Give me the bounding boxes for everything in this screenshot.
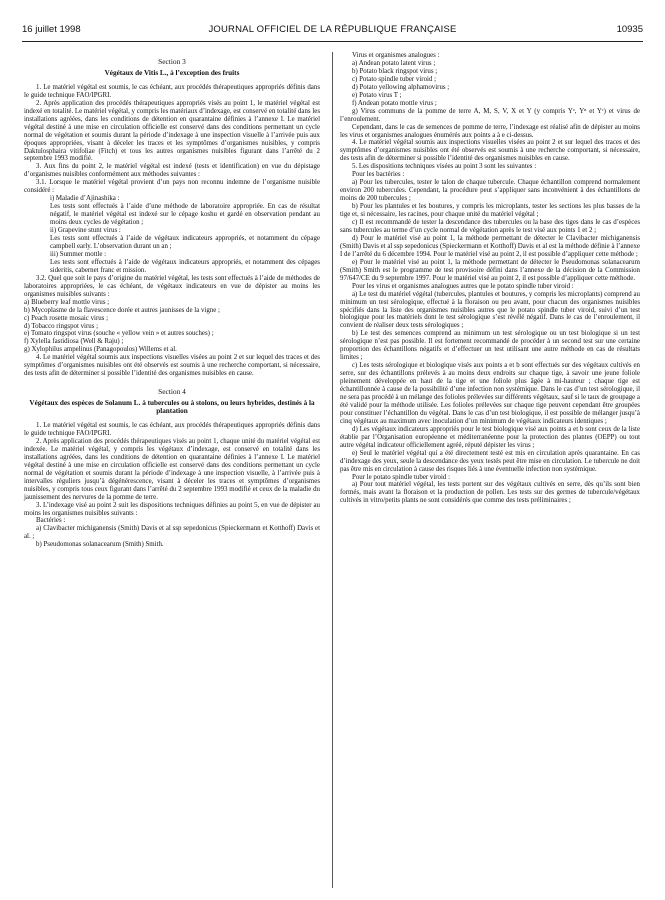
paragraph: b) Pour les plantules et les boutures, y compris les microplants, tester les sections les plus basses de la tige et, si nécessaire, les racines, pour chaque unité du matériel végétal ; (340, 203, 640, 219)
right-column (340, 52, 640, 505)
paragraph: c) Les tests sérologique et biologique visés aux points a et b sont effectués sur des végétaux cultivés en serre, sur des échantillons prélevés à au moins deux endroits sur chaque tige, à savoir une jeune foliole pleinement développée en haut de la tige et une foliole plus âgée à mi-hauteur ; chaque tige est échantillonnée à cause de la possibilité d’une infection non systémique. Dans le cas d’un test sérologique, il ne sera pas procédé à un mélange des folioles prélevées sur différents végétaux, sauf si le taux de groupage a été validé pour la méthode utilisée. Les folioles prélevées sur chaque tige peuvent cependant être groupées pour constituer l’échantillon du végétal. Dans le cas d’un test biologique, il est possible de mélanger jusqu’à cinq végétaux au maximum avec inoculation d’un minimum de végétaux indicateurs identiques ; (340, 362, 640, 425)
paragraph: b) Potato black ringspot virus ; (352, 67, 438, 75)
left-column (24, 52, 320, 549)
list-item: f) Xylella fastidiosa (Well & Raju) ; (24, 338, 124, 346)
column-divider (332, 52, 333, 888)
paragraph: Pour les virus et organismes analogues autres que le potato spindle tuber viroid : (352, 282, 574, 290)
paragraph: b) Le test des semences comprend au minimum un test sérologique ou un test biologique si un test sérologique n’est pas possible. Il est fortement recommandé de procéder à un second test sur une certaine proportion des échantillons négatifs et d’effectuer un test utilisant une autre méthode en cas de résultats limites ; (340, 330, 640, 362)
spacer (24, 378, 320, 382)
list-item: i) Maladie d’Ajinashika : (50, 195, 120, 203)
paragraph: b) Pseudomonas solanacearum (Smith) Smith. (36, 541, 164, 549)
list-item: Les tests sont effectués à l’aide de végétaux indicateurs appropriés, et notamment du cépage campbell early. L’observation durant un an ; (50, 235, 320, 250)
paragraph: a) Pour tout matériel végétal, les tests portent sur des végétaux cultivés en serre, dès qu’ils sont bien formés, mais avant la floraison et la production de pollen. Les tests sur des germes de tubercule/végétaux cultivés in vitro/petits plants ne sont considérés que comme des tests préliminaires ; (340, 481, 640, 505)
header-rule (22, 41, 643, 42)
paragraph: 3.1. Lorsque le matériel végétal provient d’un pays non reconnu indemne de l’organisme nuisible considéré : (24, 179, 320, 195)
paragraph: e) Potato virus T ; (352, 91, 402, 99)
list-item: d) Tobacco ringspot virus ; (24, 322, 99, 330)
section-title: Végétaux de Vitis L., à l’exception des fruits (104, 68, 240, 77)
list-item: iii) Summer mottle : (50, 250, 107, 258)
page-header (22, 20, 643, 42)
paragraph: Bactéries : (36, 517, 66, 525)
list-item: c) Peach rosette mosaic virus ; (24, 314, 108, 322)
header-date: 16 juillet 1998 (22, 24, 81, 35)
paragraph: e) Pour le matériel visé au point 1, la méthode permettant de détecter le Pseudomonas solanacearum (Smith) Smith est le programme de test provisoire défini dans l’annexe de la décision de la Commission 97/647/CE du 9 septembre 1997. Pour le matériel visé au point 2, il est possible d’appliquer cette méthode. (340, 258, 640, 282)
paragraph: 1. Le matériel végétal est soumis, le cas échéant, aux procédés thérapeutiques appropriés définis dans le guide technique FAO/IPGRI. (24, 83, 320, 99)
paragraph: Cependant, dans le cas de semences de pomme de terre, l’indexage est réalisé afin de dépister au moins les virus et organismes analogues énumérés aux points a à e ci-dessus. (340, 123, 640, 139)
paragraph: a) Clavibacter michiganensis (Smith) Davis et al ssp sepedonicus (Spieckermann et Kotthoff) Davis et al. ; (24, 525, 320, 541)
list-item: e) Tomato ringspot virus (souche « yellow vein » et autres souches) ; (24, 330, 214, 338)
paragraph: Virus et organismes analogues : (352, 52, 440, 59)
list-item: a) Blueberry leaf mottle virus ; (24, 298, 110, 306)
list-item: g) Xylophilus ampelinus (Panagopoulos) Willems et al. (24, 346, 177, 354)
paragraph: Pour le potato spindle tuber viroid : (352, 473, 450, 481)
paragraph: a) Le test du matériel végétal (tubercules, plantules et boutures, y compris les microplants) comprend au minimum un test sérologique, effectué à la floraison ou peu avant, pour chacun des organismes nuisibles spécifiés dans la liste des organismes nuisibles autres que le potato spindle tuber viroid, suivi d’un test biologique pour les matériels dont le test sérologique s’est révélé négatif. Dans le cas de l’enroulement, il convient de réaliser deux tests sérologiques ; (340, 290, 640, 330)
paragraph: d) Les végétaux indicateurs appropriés pour le test biologique visé aux points a et b sont ceux de la liste établie par l’Organisation européenne et méditerranéenne pour la protection des plantes (OEPP) ou tout autre végétal indicateur officiellement agréé, réputé dépister les virus ; (340, 425, 640, 449)
paragraph: Pour les bactéries : (352, 171, 405, 179)
paragraph: 4. Le matériel végétal soumis aux inspections visuelles visées au point 2 et sur lequel des traces et des symptômes d’organismes nuisibles ont été observés est soumis à une recherche comportant, si nécessaire, des tests afin de déterminer si possible l’identité des organismes nuisibles en cause. (24, 354, 320, 378)
list-item: b) Mycoplasme de la flavescence dorée et autres jaunisses de la vigne ; (24, 306, 220, 314)
paragraph: 3. L’indexage visé au point 2 suit les dispositions techniques définies au point 5, en vue de dépister au moins les organismes nuisibles suivants : (24, 501, 320, 517)
paragraph: f) Andean potato mottle virus ; (352, 99, 437, 107)
paragraph: a) Pour les tubercules, tester le talon de chaque tubercule. Chaque échantillon comprend normalement environ 200 tubercules. Cependant, la procédure peut s’appliquer sans inconvénient à des échantillons de moins de 200 tubercules ; (340, 179, 640, 203)
paragraph: 5. Les dispositions techniques visées au point 3 sont les suivantes : (352, 163, 537, 171)
list-item: Les tests sont effectués à l’aide de végétaux indicateurs appropriés, et notamment des cépages sideritis, cabernet franc et mission. (50, 258, 320, 274)
paragraph: d) Pour le matériel visé au point 1, la méthode permettant de détecter le Clavibacter michiganensis (Smith) Davis et al ssp sepedonicus (Spieckermann et Kotthoff) Davis et al est la méthode définie à l’annexe I de l’arrêté du 6 décembre 1994. Pour le matériel visé au point 2, il est possible d’appliquer cette méthode ; (340, 234, 640, 258)
section-heading: Section 3 (158, 57, 186, 66)
paragraph: c) Il est recommandé de tester la descendance des tubercules ou la base des tiges dans le cas d’espèces sans tubercules au terme d’un cycle normal de végétation après le test visé aux points 1 et 2 ; (340, 219, 640, 234)
list-item: Les tests sont effectués à l’aide d’une méthode de laboratoire appropriée. En cas de résultat négatif, le matériel végétal est indexé sur le cépage koshu et gardé en observation pendant au moins deux cycles de végétation ; (50, 203, 320, 227)
paragraph: d) Potato yellowing alphamovirus ; (352, 83, 450, 91)
journal-title: JOURNAL OFFICIEL DE LA RÉPUBLIQUE FRANÇAISE (208, 24, 457, 35)
paragraph: c) Potato spindle tuber viroid ; (352, 75, 437, 83)
paragraph: e) Seul le matériel végétal qui a été directement testé est mis en circulation après quarantaine. En cas d’indexage des yeux, seule la descendance des yeux testés peut être mise en circulation. Le tubercule ne doit pas être mis en circulation à cause des risques liés à une éventuelle infection non systémique. (340, 449, 640, 473)
paragraph: 4. Le matériel végétal soumis aux inspections visuelles visées au point 2 et sur lequel des traces et des symptômes d’organismes nuisibles ont été observés est soumis à une recherche comportant, si nécessaire, des tests afin de déterminer si possible l’identité des organismes nuisibles en cause. (340, 139, 640, 163)
page-number: 10935 (616, 24, 643, 35)
section-title: Végétaux des espèces de Solanum L. à tubercules ou à stolons, ou leurs hybrides, destinés à la plantation (29, 399, 315, 416)
paragraph: 1. Le matériel végétal est soumis, le cas échéant, aux procédés thérapeutiques appropriés définis dans le guide technique FAO/IPGRI. (24, 422, 320, 437)
paragraph: 3. Aux fins du point 2, le matériel végétal est indexé (tests et identification) en vue du dépistage d’organismes nuisibles conformément aux méthodes suivantes : (24, 163, 320, 179)
paragraph: 2. Après application des procédés thérapeutiques appropriés visés au point 1, le matériel végétal est indexé en totalité. Le matériel végétal, y compris les matériaux d’indexage, est conservé en totalité dans les installations agréées, dans les conditions de détention en quarantaine définies à l’annexe I. Le matériel végétal destiné à une mise en circulation officielle est conservé dans des conditions permettant un cycle normal de végétation et soumis durant la période d’indexage à une inspection visuelle à l’arrivée puis aux époques appropriées, visant à déceler les traces et les symptômes d’organismes nuisibles, y compris Daktulosphaira vitifoliae (Fitch) et tous les autres organismes nuisibles figurant dans l’arrêté du 2 septembre 1993 modifié. (24, 99, 320, 163)
paragraph: g) Virus communs de la pomme de terre A, M, S, V, X et Y (y compris Yᵒ, Yⁿ et Yᶜ) et virus de l’enroulement. (340, 107, 640, 123)
paragraph: a) Andean potato latent virus ; (352, 59, 436, 67)
list-item: ii) Grapevine stunt virus : (50, 227, 121, 235)
paragraph: 2. Après application des procédés thérapeutiques visés au point 1, chaque unité du matériel végétal est indexée. Le matériel végétal, y compris les végétaux d’indexage, est conservé en totalité dans les installations agréées, dans les conditions de détention en quarantaine définies à l’annexe I. Le matériel végétal destiné à une mise en circulation officielle est conservé dans des conditions permettant un cycle normal de végétation et soumis durant la période d’indexage à une inspection visuelle, à l’arrivée puis à intervalles réguliers jusqu’à dégénérescence, visant à déceler les traces et symptômes d’organismes nuisibles, y compris tous ceux figurant dans l’arrêté du 2 septembre 1993 modifié et ceux de la maladie du jaunissement des nervures de la pomme de terre. (24, 437, 320, 501)
section-heading: Section 4 (158, 387, 186, 397)
paragraph: 3.2. Quel que soit le pays d’origine du matériel végétal, les tests sont effectués à l’aide de méthodes de laboratoires appropriées, le cas échéant, de végétaux indicateurs en vue de dépister au moins les organismes nuisibles suivants : (24, 274, 320, 298)
